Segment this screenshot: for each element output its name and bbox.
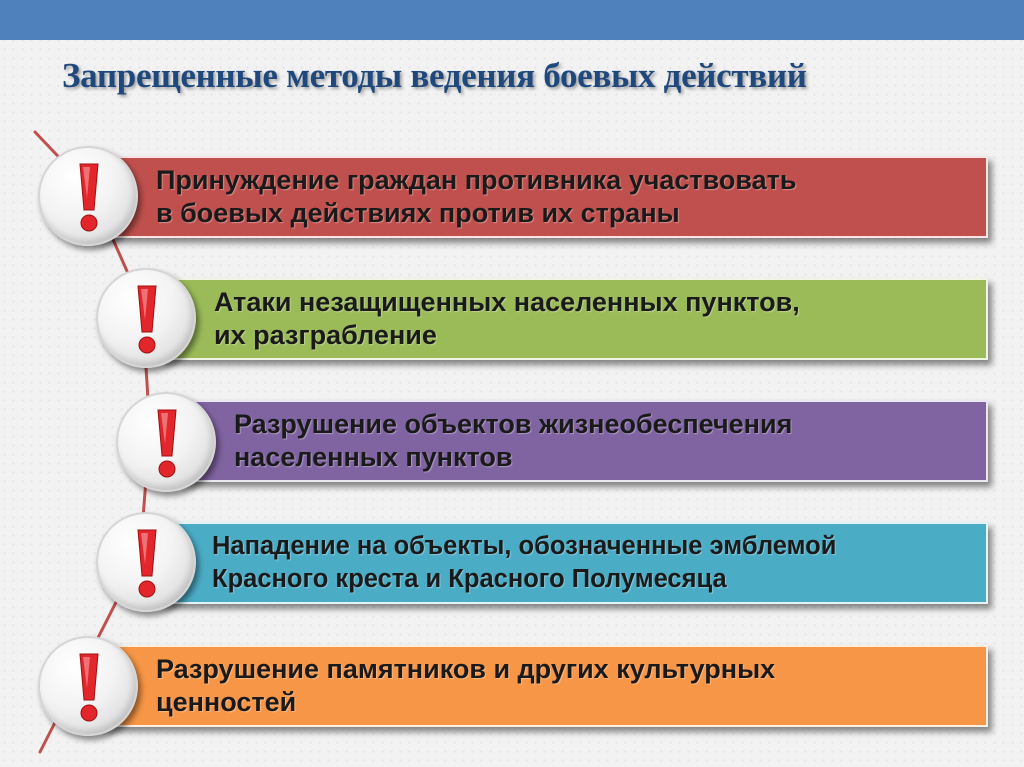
- exclamation-badge: [96, 512, 196, 612]
- list-item-text: Атаки незащищенных населенных пунктов, их разграбление: [214, 287, 800, 350]
- exclamation-icon: [98, 514, 194, 610]
- list-item-bar-2: [160, 278, 988, 360]
- list-item-bar-5: [100, 645, 988, 727]
- list-item-bar-1: [90, 156, 988, 238]
- exclamation-badge: [38, 146, 138, 246]
- exclamation-badge: [116, 392, 216, 492]
- exclamation-badge: [38, 636, 138, 736]
- exclamation-icon: [40, 638, 136, 734]
- list-item-text: Разрушение объектов жизнеобеспечения населенных пунктов: [234, 409, 793, 472]
- exclamation-icon: [40, 148, 136, 244]
- list-item-text: Принуждение граждан противника участвовать в боевых действиях против их страны: [156, 165, 797, 228]
- exclamation-icon: [118, 394, 214, 490]
- exclamation-icon: [98, 270, 194, 366]
- page-title: Запрещенные методы ведения боевых действий: [62, 56, 807, 95]
- list-item-text: Нападение на объекты, обозначенные эмблемой Красного креста и Красного Полумесяца: [212, 532, 837, 593]
- exclamation-badge: [96, 268, 196, 368]
- list-item-bar-4: [160, 522, 988, 604]
- list-item-bar-3: [180, 400, 988, 482]
- list-item-text: Разрушение памятников и других культурных ценностей: [156, 654, 776, 717]
